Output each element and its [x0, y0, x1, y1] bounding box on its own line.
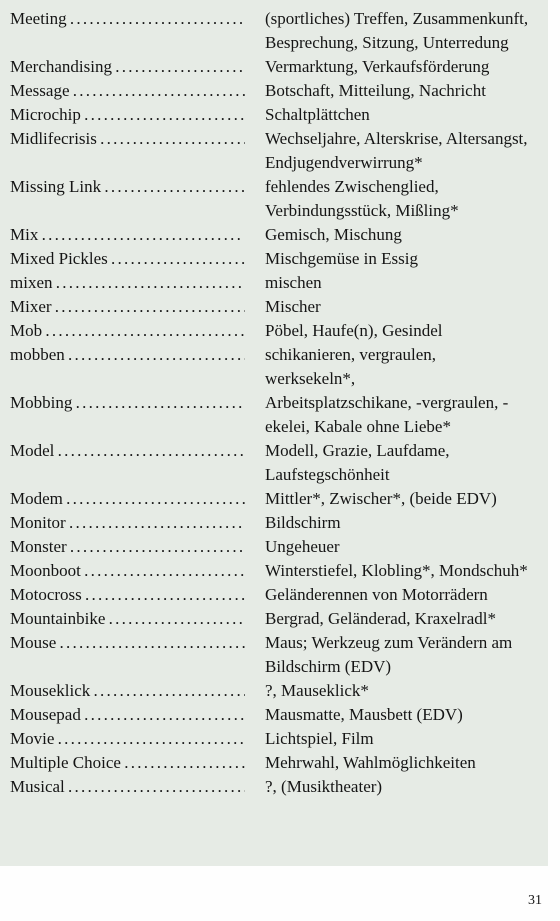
- entry-term: Mix . . .: [0, 223, 245, 247]
- entry-term: Mousepad . . .: [0, 703, 245, 727]
- entry-term: Moonboot . . .: [0, 559, 245, 583]
- entry-definition: (sportliches) Treffen, Zusammenkunft, Besprechung, Sitzung, Unterredung: [265, 9, 529, 52]
- entry-definition: Ungeheuer: [265, 537, 340, 556]
- entry-term: Motocross . . .: [0, 583, 245, 607]
- entry-definition: Vermarktung, Verkaufsförderung: [265, 57, 490, 76]
- entry-row: [0, 775, 548, 799]
- entry-term: Modem . . .: [0, 487, 245, 511]
- entry-term: Merchandising . . .: [0, 55, 245, 79]
- entry-term: Mob . . .: [0, 319, 245, 343]
- entry-row: [0, 127, 548, 175]
- entry-term: Monitor . . .: [0, 511, 245, 535]
- entry-definition: Winterstiefel, Klobling*, Mondschuh*: [265, 561, 528, 580]
- entry-definition: Wechseljahre, Alterskrise, Altersangst, Endjugendverwirrung*: [265, 129, 528, 172]
- entry-row: [0, 487, 548, 511]
- entry-term: Movie . . .: [0, 727, 245, 751]
- entry-definition: Maus; Werkzeug zum Verändern am Bildschirm (EDV): [265, 633, 513, 676]
- entry-row: [0, 223, 548, 247]
- entry-row: [0, 247, 548, 271]
- entry-row: [0, 271, 548, 295]
- entry-definition: Lichtspiel, Film: [265, 729, 374, 748]
- entry-row: [0, 607, 548, 631]
- entry-row: [0, 55, 548, 79]
- entry-list: [0, 7, 548, 799]
- entry-definition: schikanieren, vergraulen, werksekeln*,: [265, 345, 437, 388]
- entry-term: Mouse . . .: [0, 631, 245, 679]
- entry-definition: ?, (Musiktheater): [265, 777, 383, 796]
- entry-definition: Arbeitsplatzschikane, -vergraulen, -ekelei, Kabale ohne Liebe*: [265, 393, 509, 436]
- entry-definition: Schaltplättchen: [265, 105, 370, 124]
- entry-term: Meeting . . .: [0, 7, 245, 55]
- entry-definition: Mausmatte, Mausbett (EDV): [265, 705, 463, 724]
- entry-definition: Gemisch, Mischung: [265, 225, 402, 244]
- entry-term: Missing Link . . .: [0, 175, 245, 223]
- entry-row: [0, 319, 548, 343]
- entry-row: [0, 559, 548, 583]
- entry-row: [0, 343, 548, 391]
- entry-row: [0, 727, 548, 751]
- entry-row: [0, 7, 548, 55]
- entry-definition: ?, Mauseklick*: [265, 681, 369, 700]
- entry-term: mobben . . .: [0, 343, 245, 391]
- entry-term: mixen . . .: [0, 271, 245, 295]
- entry-definition: Modell, Grazie, Laufdame, Laufstegschönheit: [265, 441, 450, 484]
- entry-definition: Botschaft, Mitteilung, Nachricht: [265, 81, 486, 100]
- entry-row: [0, 535, 548, 559]
- entry-term: Mouseklick . . .: [0, 679, 245, 703]
- entry-definition: mischen: [265, 273, 322, 292]
- entry-row: [0, 631, 548, 679]
- entry-term: Monster . . .: [0, 535, 245, 559]
- entry-term: Microchip . . .: [0, 103, 245, 127]
- entry-definition: Bildschirm: [265, 513, 341, 532]
- entry-definition: Mischer: [265, 297, 321, 316]
- entry-definition: Mittler*, Zwischer*, (beide EDV): [265, 489, 497, 508]
- page-number: 31: [528, 893, 542, 908]
- entry-row: [0, 583, 548, 607]
- entry-row: [0, 175, 548, 223]
- entry-definition: fehlendes Zwischenglied, Verbindungsstück, Mißling*: [265, 177, 459, 220]
- entry-term: Message . . .: [0, 79, 245, 103]
- entry-term: Mountainbike . . .: [0, 607, 245, 631]
- entry-row: [0, 439, 548, 487]
- entry-term: Multiple Choice . . .: [0, 751, 245, 775]
- entry-term: Model . . .: [0, 439, 245, 487]
- entry-term: Mixed Pickles . . .: [0, 247, 245, 271]
- entry-definition: Bergrad, Geländerad, Kraxelradl*: [265, 609, 496, 628]
- entry-term: Musical . . .: [0, 775, 245, 799]
- entry-row: [0, 679, 548, 703]
- entry-row: [0, 103, 548, 127]
- entry-definition: Geländerennen von Motorrädern: [265, 585, 488, 604]
- entry-row: [0, 703, 548, 727]
- entry-definition: Mischgemüse in Essig: [265, 249, 418, 268]
- entry-term: Mobbing . . .: [0, 391, 245, 439]
- entry-term: Mixer . . .: [0, 295, 245, 319]
- entry-row: [0, 391, 548, 439]
- entry-row: [0, 79, 548, 103]
- entry-row: [0, 751, 548, 775]
- entry-term: Midlifecrisis . . .: [0, 127, 245, 175]
- entry-definition: Pöbel, Haufe(n), Gesindel: [265, 321, 443, 340]
- entry-row: [0, 511, 548, 535]
- entry-definition: Mehrwahl, Wahlmöglichkeiten: [265, 753, 476, 772]
- entry-row: [0, 295, 548, 319]
